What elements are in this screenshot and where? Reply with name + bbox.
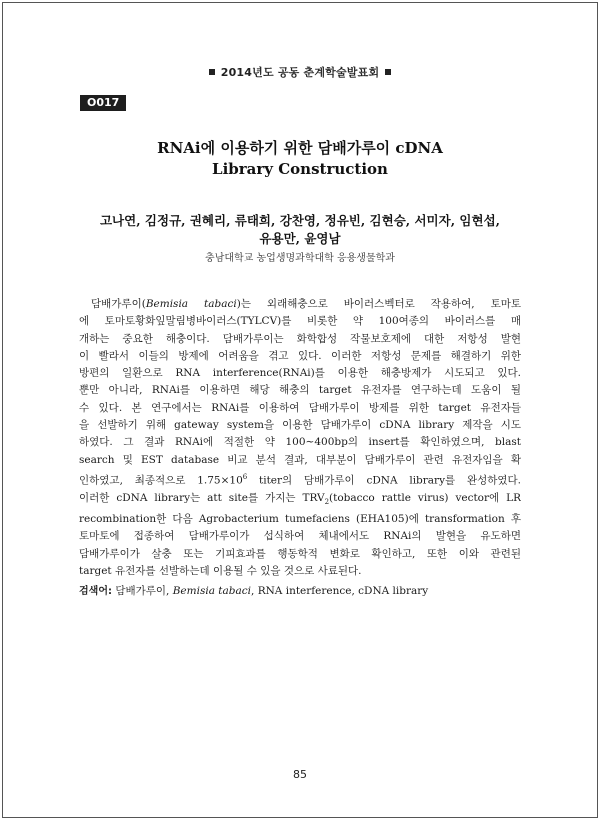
- authors-line-2: 유용만, 윤영남: [259, 231, 341, 246]
- abstract-line: recombination한 다음 Agrobacterium tumefaciens (EHA105)에 transformation 후: [79, 513, 521, 526]
- abstract-line: 을 선발하기 위해 gateway system을 이용한 담배가루이 cDNA library 제작을 시도: [79, 419, 521, 432]
- abstract-line: 방편의 일환으로 RNA interference(RNAi)를 이용한 해충방제가 시도되고 있다.: [79, 367, 521, 380]
- abstract-line: 토마토에 접종하여 담배가루이가 섭식하여 체내에서도 RNAi의 발현을 유도하면: [79, 530, 521, 543]
- abstract-line: 이 빨라서 이들의 방제에 어려움을 겪고 있다. 이러한 저항성 문제를 해결하기 위한: [79, 349, 521, 362]
- keywords-text-rest: , RNA interference, cDNA library: [251, 585, 429, 597]
- abstract-body: [79, 296, 521, 580]
- page-number: 85: [293, 768, 307, 781]
- square-bullet-icon: [209, 69, 215, 75]
- abstract-line: 하였다. 그 결과 RNAi에 적절한 약 100∼400bp의 insert를 확인하였으며, blast: [79, 436, 521, 449]
- title-line-2: Library Construction: [212, 160, 388, 178]
- abstract-line: 인하였고, 최종적으로 $1.75\times 10^6$ titer의 담배가루이 cDNA library를 완성하였다.: [79, 472, 521, 487]
- author-list: [70, 212, 530, 248]
- keywords-species: Bemisia tabaci: [172, 585, 252, 597]
- running-head-text: 2014년도 공동 춘계학술발표회: [220, 66, 380, 79]
- running-head: [0, 64, 600, 80]
- abstract-line: 에 토마토황화잎말림병바이러스(TYLCV)를 비롯한 약 100여종의 바이러스를 매: [79, 315, 521, 328]
- keywords-text: 담배가루이,: [111, 585, 173, 597]
- title-line-1: RNAi에 이용하기 위한 담배가루이 cDNA: [157, 139, 443, 157]
- keywords-label: 검색어:: [79, 586, 112, 597]
- abstract-line: target 유전자를 선발하는데 이용될 수 있을 것으로 사료된다.: [79, 565, 362, 578]
- abstract-line: 이러한 cDNA library는 att site를 가지는 $TRV_2(tobacco$ rattle virus) vector에 LR: [79, 491, 521, 506]
- affiliation: 충남대학교 농업생명과학대학 응용생물학과: [205, 253, 395, 264]
- paper-code-badge: O017: [80, 95, 126, 111]
- abstract-line: 뿐만 아니라, RNAi를 이용하면 해당 해충의 target 유전자를 연구하는데 도움이 될: [79, 384, 521, 397]
- paper-title: [0, 138, 600, 180]
- abstract-line: search 및 EST database 비교 분석 결과, 대부분이 담배가루이 관련 유전자임을 확: [79, 453, 521, 466]
- square-bullet-icon: [385, 69, 391, 75]
- abstract-line: 담배가루이(Bemisia tabaci)는 외래해충으로 바이러스벡터로 작용하여, 토마토: [91, 298, 521, 310]
- abstract-line: 담배가루이가 살충 또는 기피효과를 행동학적 변화로 확인하고, 또한 이와 관련된: [79, 547, 521, 560]
- authors-line-1: 고나연, 김정규, 권혜리, 류태희, 강찬영, 정유빈, 김현승, 서미자, 임현섭,: [99, 213, 500, 228]
- abstract-line: 수 있다. 본 연구에서는 RNAi를 이용하여 담배가루이 방제를 위한 target 유전자들: [79, 401, 521, 414]
- abstract-line: 개하는 중요한 해충이다. 담배가루이는 화학합성 작물보호제에 대한 저항성 발현: [79, 332, 521, 345]
- keywords: [79, 582, 521, 598]
